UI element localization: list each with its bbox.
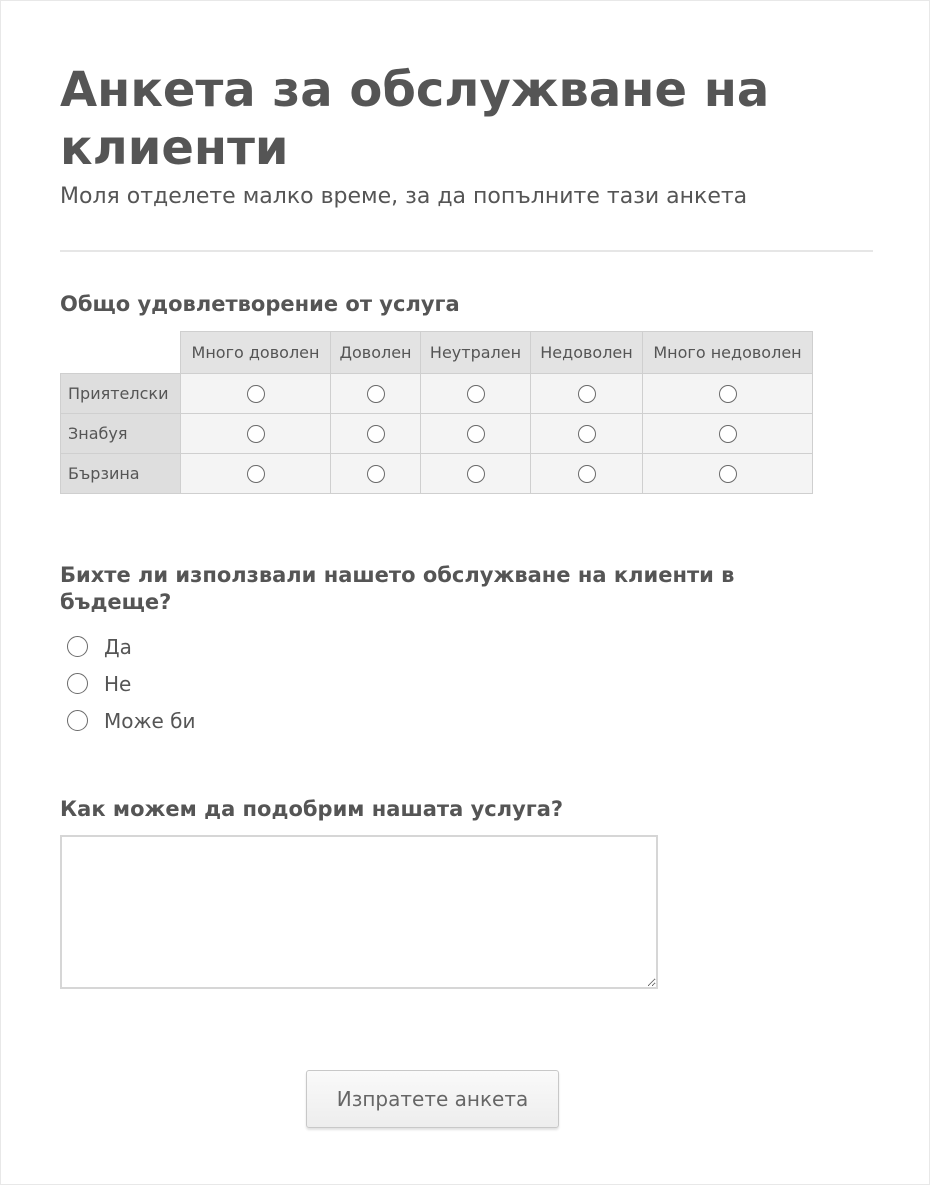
submit-button[interactable]: Изпратете анкета xyxy=(306,1070,559,1128)
matrix-column-header: Доволен xyxy=(331,332,421,374)
future-use-question-label: Бихте ли използвали нашето обслужване на клиенти в бъдеще? xyxy=(60,563,735,614)
radio-unchecked-icon[interactable] xyxy=(578,425,596,443)
future-use-option-yes[interactable] xyxy=(67,628,196,665)
radio-unchecked-icon[interactable] xyxy=(467,425,485,443)
matrix-column-header: Неутрален xyxy=(421,332,531,374)
radio-unchecked-icon[interactable] xyxy=(67,673,88,694)
radio-unchecked-icon[interactable] xyxy=(719,425,737,443)
radio-unchecked-icon[interactable] xyxy=(247,465,265,483)
radio-unchecked-icon[interactable] xyxy=(67,710,88,731)
matrix-row-label: Приятелски xyxy=(61,374,181,414)
form-subtitle: Моля отделете малко време, за да попълните тази анкета xyxy=(60,184,748,209)
satisfaction-question-label: Общо удовлетворение от услуга xyxy=(60,292,460,316)
radio-unchecked-icon[interactable] xyxy=(719,385,737,403)
matrix-cell xyxy=(421,374,531,414)
header-divider xyxy=(60,250,873,252)
future-use-option-no[interactable] xyxy=(67,665,196,702)
matrix-cell xyxy=(181,414,331,454)
radio-unchecked-icon[interactable] xyxy=(578,385,596,403)
matrix-cell xyxy=(331,414,421,454)
matrix-row-label: Бързина xyxy=(61,454,181,494)
matrix-cell xyxy=(531,374,643,414)
option-label: Да xyxy=(104,634,132,659)
matrix-cell xyxy=(531,414,643,454)
matrix-row-speed xyxy=(61,454,813,494)
matrix-corner-cell xyxy=(61,332,181,374)
matrix-cell xyxy=(181,454,331,494)
improve-question-label: Как можем да подобрим нашата услуга? xyxy=(60,797,564,821)
radio-unchecked-icon[interactable] xyxy=(67,636,88,657)
future-use-options xyxy=(67,628,196,739)
radio-unchecked-icon[interactable] xyxy=(467,465,485,483)
satisfaction-matrix xyxy=(60,331,813,494)
matrix-row-friendly xyxy=(61,374,813,414)
radio-unchecked-icon[interactable] xyxy=(367,425,385,443)
matrix-row-label: Знабуя xyxy=(61,414,181,454)
radio-unchecked-icon[interactable] xyxy=(467,385,485,403)
radio-unchecked-icon[interactable] xyxy=(247,425,265,443)
matrix-column-header: Много доволен xyxy=(181,332,331,374)
improve-textarea[interactable] xyxy=(60,835,658,989)
matrix-cell xyxy=(421,454,531,494)
radio-unchecked-icon[interactable] xyxy=(367,385,385,403)
matrix-cell xyxy=(331,374,421,414)
option-label: Не xyxy=(104,671,132,696)
radio-unchecked-icon[interactable] xyxy=(719,465,737,483)
future-use-option-maybe[interactable] xyxy=(67,702,196,739)
matrix-cell xyxy=(643,414,813,454)
matrix-column-header: Недоволен xyxy=(531,332,643,374)
matrix-row-knowledge xyxy=(61,414,813,454)
form-title: Анкета за обслужване на клиенти xyxy=(60,62,770,176)
matrix-cell xyxy=(643,374,813,414)
radio-unchecked-icon[interactable] xyxy=(578,465,596,483)
matrix-cell xyxy=(531,454,643,494)
radio-unchecked-icon[interactable] xyxy=(247,385,265,403)
matrix-header-row xyxy=(61,332,813,374)
matrix-column-header: Много недоволен xyxy=(643,332,813,374)
matrix-cell xyxy=(181,374,331,414)
matrix-cell xyxy=(421,414,531,454)
radio-unchecked-icon[interactable] xyxy=(367,465,385,483)
option-label: Може би xyxy=(104,708,196,733)
matrix-cell xyxy=(331,454,421,494)
matrix-cell xyxy=(643,454,813,494)
